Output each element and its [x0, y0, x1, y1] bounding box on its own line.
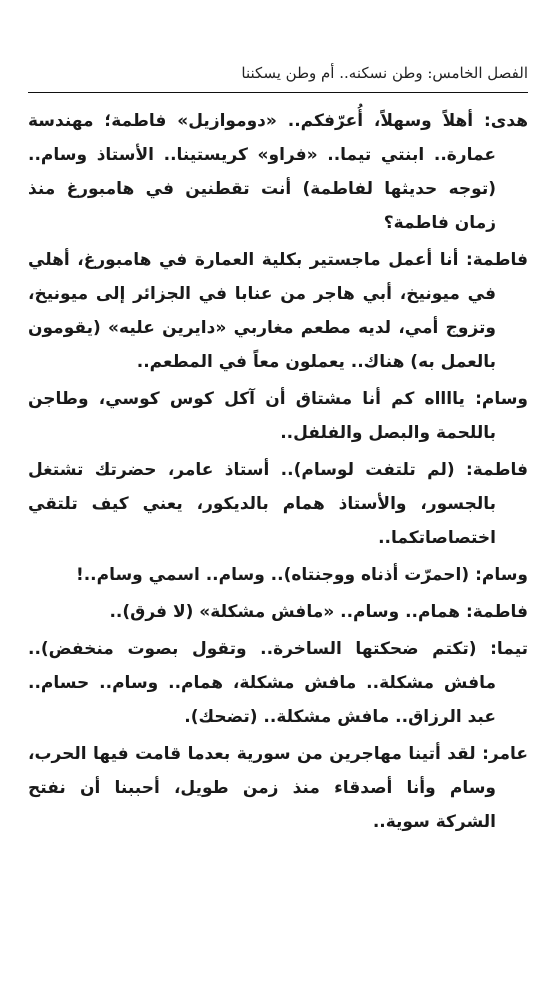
speaker-name: هدى: [484, 111, 528, 131]
dialogue-paragraph-fatima [28, 243, 528, 379]
dialogue-paragraph-tima [28, 632, 528, 734]
dialogue-text: (تكتم ضحكتها الساخرة.. وتقول بصوت منخفض).. مافش مشكلة.. مافش مشكلة، همام.. وسام.. حسام.. عبد الرزاق.. مافش مشكلة.. (تضحك). [28, 639, 496, 727]
dialogue-paragraph-wisam [28, 382, 528, 450]
dialogue-paragraph-huda [28, 104, 528, 240]
speaker-name: عامر: [482, 744, 529, 764]
dialogue-text: (احمرّت أذناه ووجنتاه).. وسام.. اسمي وسام..! [75, 565, 470, 585]
dialogue-text: يااااه كم أنا مشتاق أن آكل كوس كوسي، وطاجن باللحمة والبصل والفلفل.. [28, 389, 496, 443]
book-page [28, 0, 528, 1000]
header-divider [28, 92, 528, 93]
dialogue-paragraph-wisam [28, 558, 528, 592]
dialogue-text: لقد أتينا مهاجرين من سورية بعدما قامت فيها الحرب، وسام وأنا أصدقاء منذ زمن طويل، أحببنا أن نفتح الشركة سوية.. [28, 744, 496, 832]
dialogue-text: (لم تلتفت لوسام).. أستاذ عامر، حضرتك تشتغل بالجسور، والأستاذ همام بالديكور، يعني كيف تلتقي اختصاصاتكما.. [28, 460, 496, 548]
speaker-name: تيما: [490, 639, 529, 659]
speaker-name: فاطمة: [465, 460, 528, 480]
dialogue-text: همام.. وسام.. «مافش مشكلة» (لا فرق).. [109, 602, 461, 622]
speaker-name: فاطمة: [465, 250, 528, 270]
speaker-name: وسام: [475, 565, 528, 585]
running-header: الفصل الخامس: وطن نسكنه.. أم وطن يسكننا [241, 64, 528, 82]
speaker-name: وسام: [475, 389, 528, 409]
dialogue-text: أهلاً وسهلاً، أُعرّفكم.. «دوموازيل» فاطمة؛ مهندسة عمارة.. ابنتي تيما.. «فراو» كريستينا.. الأستاذ وسام.. (توجه حديثها لفاطمة) أنت تقطنين في هامبورغ منذ زمان فاطمة؟ [28, 111, 496, 233]
dialogue-paragraph-amer [28, 737, 528, 839]
dialogue-paragraph-fatima [28, 453, 528, 555]
dialogue-body [28, 104, 528, 839]
dialogue-text: أنا أعمل ماجستير بكلية العمارة في هامبورغ، أهلي في ميونيخ، أبي هاجر من عنابا في الجزائر إلى ميونيخ، وتزوج أمي، لديه مطعم مغاربي «دايرين عليه» (يقومون بالعمل به) هناك.. يعملون معاً في المطعم.. [28, 250, 496, 372]
dialogue-paragraph-fatima [28, 595, 528, 629]
speaker-name: فاطمة: [465, 602, 528, 622]
